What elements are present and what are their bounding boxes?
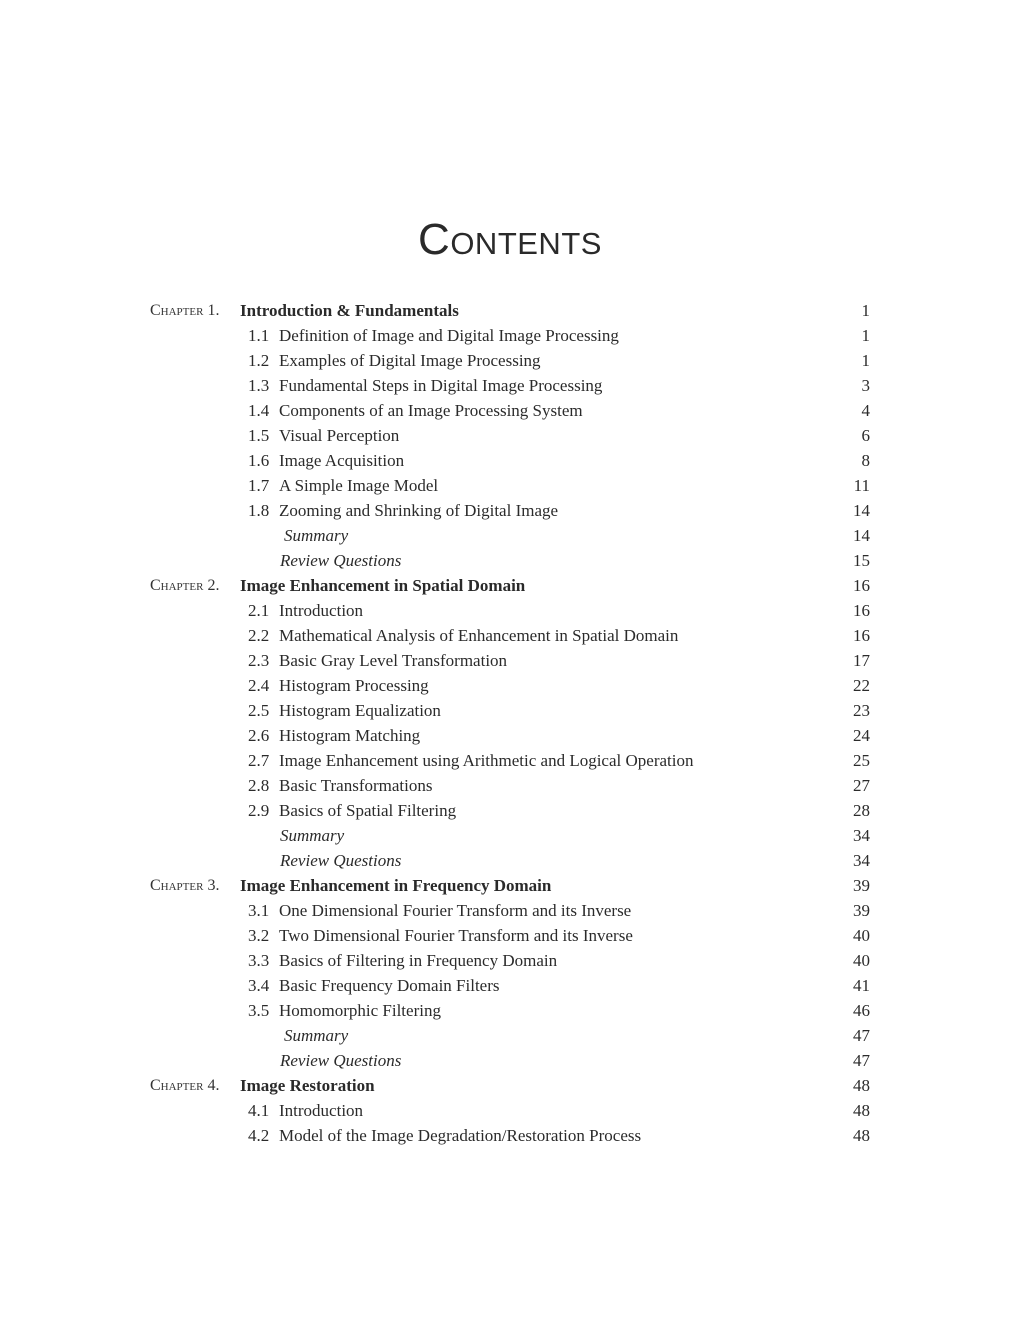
page-number: 48 — [853, 1101, 870, 1120]
page-number: 41 — [853, 976, 870, 995]
toc-review-row[interactable] — [0, 548, 1020, 573]
section-title: Two Dimensional Fourier Transform and its Inverse — [279, 926, 633, 945]
section-number: 1.1 — [248, 326, 270, 345]
section-title: Mathematical Analysis of Enhancement in Spatial Domain — [279, 626, 679, 645]
section-number: 2.9 — [248, 801, 270, 820]
section-number: 2.6 — [248, 726, 270, 745]
section-number: 1.3 — [248, 376, 270, 395]
chapter-label: Chapter 4. — [150, 1077, 220, 1094]
chapter-title: Image Enhancement in Frequency Domain — [240, 876, 552, 895]
toc-section-row[interactable] — [0, 1098, 1020, 1123]
review-questions-title: Review Questions — [280, 551, 402, 570]
page-number: 11 — [853, 476, 870, 495]
toc-section-row[interactable] — [0, 498, 1020, 523]
toc-section-row[interactable] — [0, 348, 1020, 373]
section-number: 4.2 — [248, 1126, 270, 1145]
section-title: Visual Perception — [279, 426, 400, 445]
toc-section-row[interactable] — [0, 748, 1020, 773]
toc-section-row[interactable] — [0, 948, 1020, 973]
toc-section-row[interactable] — [0, 623, 1020, 648]
chapter-label: Chapter 1. — [150, 302, 220, 319]
page-number: 22 — [853, 676, 870, 695]
toc-section-row[interactable] — [0, 973, 1020, 998]
section-number: 3.2 — [248, 926, 270, 945]
section-number: 4.1 — [248, 1101, 270, 1120]
section-number: 3.1 — [248, 901, 270, 920]
toc-summary-row[interactable] — [0, 1023, 1020, 1048]
chapter-title: Image Enhancement in Spatial Domain — [240, 576, 526, 595]
section-number: 1.5 — [248, 426, 270, 445]
table-of-contents — [0, 298, 1020, 1148]
section-title: A Simple Image Model — [279, 476, 439, 495]
section-title: Histogram Equalization — [279, 701, 441, 720]
toc-review-row[interactable] — [0, 1048, 1020, 1073]
toc-summary-row[interactable] — [0, 823, 1020, 848]
section-number: 1.6 — [248, 451, 270, 470]
page-number: 46 — [853, 1001, 870, 1020]
page-number: 23 — [853, 701, 870, 720]
section-title: Histogram Matching — [279, 726, 421, 745]
summary-title: Summary — [284, 1026, 349, 1045]
page-title: Contents — [418, 215, 602, 264]
page-number: 15 — [853, 551, 870, 570]
section-title: Examples of Digital Image Processing — [279, 351, 541, 370]
toc-section-row[interactable] — [0, 448, 1020, 473]
section-title: Basic Frequency Domain Filters — [279, 976, 500, 995]
page-number: 14 — [853, 501, 870, 520]
toc-section-row[interactable] — [0, 998, 1020, 1023]
toc-section-row[interactable] — [0, 373, 1020, 398]
toc-section-row[interactable] — [0, 898, 1020, 923]
toc-section-row[interactable] — [0, 773, 1020, 798]
toc-chapter-row[interactable] — [0, 873, 1020, 898]
page-number: 4 — [861, 401, 870, 420]
section-number: 3.5 — [248, 1001, 270, 1020]
page-number: 1 — [861, 326, 870, 345]
page-number: 39 — [853, 901, 870, 920]
section-number: 3.4 — [248, 976, 270, 995]
page-number: 39 — [853, 876, 870, 895]
chapter-label: Chapter 2. — [150, 577, 220, 594]
page-number: 40 — [853, 926, 870, 945]
page-number: 3 — [861, 376, 870, 395]
toc-section-row[interactable] — [0, 923, 1020, 948]
section-title: Basic Transformations — [279, 776, 433, 795]
page-number: 48 — [853, 1076, 870, 1095]
toc-section-row[interactable] — [0, 1123, 1020, 1148]
section-title: Definition of Image and Digital Image Processing — [279, 326, 619, 345]
page-number: 14 — [853, 526, 870, 545]
toc-section-row[interactable] — [0, 673, 1020, 698]
section-title: Model of the Image Degradation/Restoration Process — [279, 1126, 642, 1145]
section-title: Image Acquisition — [279, 451, 405, 470]
toc-summary-row[interactable] — [0, 523, 1020, 548]
section-title: Homomorphic Filtering — [279, 1001, 441, 1020]
section-number: 1.7 — [248, 476, 270, 495]
page-number: 27 — [853, 776, 870, 795]
section-title: Basic Gray Level Transformation — [279, 651, 508, 670]
page-number: 25 — [853, 751, 870, 770]
section-number: 2.4 — [248, 676, 270, 695]
page-number: 47 — [853, 1026, 870, 1045]
page-number: 8 — [861, 451, 870, 470]
toc-review-row[interactable] — [0, 848, 1020, 873]
toc-chapter-row[interactable] — [0, 298, 1020, 323]
page-number: 16 — [853, 576, 870, 595]
toc-section-row[interactable] — [0, 473, 1020, 498]
page-number: 1 — [861, 351, 870, 370]
summary-title: Summary — [284, 526, 349, 545]
section-title: Basics of Filtering in Frequency Domain — [279, 951, 558, 970]
toc-section-row[interactable] — [0, 423, 1020, 448]
toc-section-row[interactable] — [0, 698, 1020, 723]
page-number: 40 — [853, 951, 870, 970]
summary-title: Summary — [280, 826, 345, 845]
section-title: Components of an Image Processing System — [279, 401, 583, 420]
toc-section-row[interactable] — [0, 648, 1020, 673]
section-title: Introduction — [279, 601, 364, 620]
toc-section-row[interactable] — [0, 723, 1020, 748]
toc-chapter-row[interactable] — [0, 573, 1020, 598]
section-number: 1.4 — [248, 401, 270, 420]
section-title: Histogram Processing — [279, 676, 429, 695]
page-number: 17 — [853, 651, 870, 670]
section-title: Basics of Spatial Filtering — [279, 801, 457, 820]
page-number: 6 — [861, 426, 870, 445]
section-number: 1.2 — [248, 351, 270, 370]
page-number: 34 — [853, 826, 870, 845]
page-number: 16 — [853, 626, 870, 645]
toc-section-row[interactable] — [0, 798, 1020, 823]
section-title: Zooming and Shrinking of Digital Image — [279, 501, 559, 520]
review-questions-title: Review Questions — [280, 1051, 402, 1070]
page-number: 16 — [853, 601, 870, 620]
page-number: 48 — [853, 1126, 870, 1145]
section-title: Image Enhancement using Arithmetic and Logical Operation — [279, 751, 694, 770]
chapter-label: Chapter 3. — [150, 877, 220, 894]
section-number: 1.8 — [248, 501, 270, 520]
page-number: 24 — [853, 726, 870, 745]
page-number: 47 — [853, 1051, 870, 1070]
toc-section-row[interactable] — [0, 323, 1020, 348]
section-number: 2.7 — [248, 751, 270, 770]
section-number: 3.3 — [248, 951, 270, 970]
page-number: 1 — [861, 301, 870, 320]
toc-section-row[interactable] — [0, 598, 1020, 623]
section-title: Introduction — [279, 1101, 364, 1120]
section-number: 2.3 — [248, 651, 270, 670]
section-number: 2.1 — [248, 601, 270, 620]
chapter-title: Image Restoration — [240, 1076, 375, 1095]
section-title: One Dimensional Fourier Transform and its Inverse — [279, 901, 632, 920]
section-number: 2.5 — [248, 701, 270, 720]
toc-chapter-row[interactable] — [0, 1073, 1020, 1098]
toc-section-row[interactable] — [0, 398, 1020, 423]
section-title: Fundamental Steps in Digital Image Processing — [279, 376, 603, 395]
review-questions-title: Review Questions — [280, 851, 402, 870]
section-number: 2.8 — [248, 776, 270, 795]
page-number: 34 — [853, 851, 870, 870]
page-number: 28 — [853, 801, 870, 820]
section-number: 2.2 — [248, 626, 270, 645]
chapter-title: Introduction & Fundamentals — [240, 301, 459, 320]
